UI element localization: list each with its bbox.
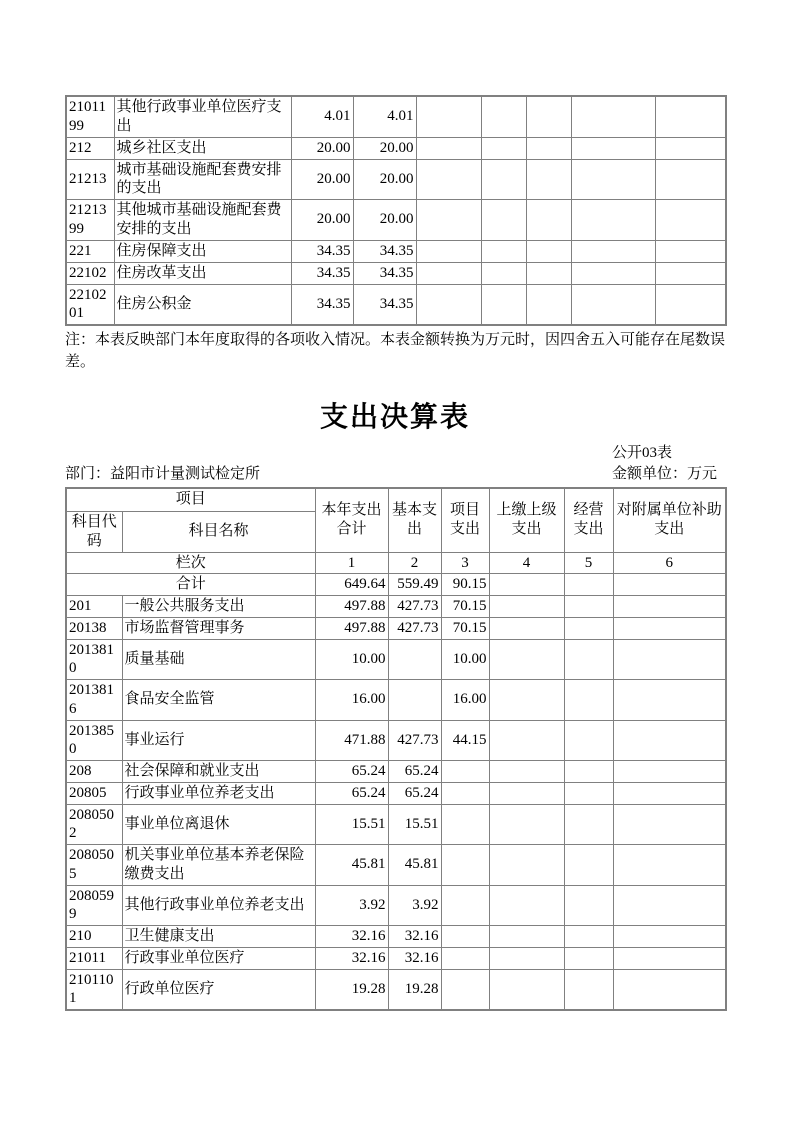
value-cell	[388, 680, 441, 721]
value-cell: 427.73	[388, 720, 441, 761]
col-header-basic: 基本支出	[388, 488, 441, 553]
subject-code-cell: 2080599	[66, 885, 122, 926]
total-value-cell	[613, 574, 726, 596]
value-cell: 44.15	[441, 720, 489, 761]
subject-name-cell: 住房保障支出	[114, 240, 291, 262]
subject-name-cell: 行政事业单位医疗	[122, 947, 315, 969]
value-cell: 20.00	[291, 137, 353, 159]
value-cell	[526, 284, 571, 325]
value-cell	[526, 159, 571, 200]
subject-name-cell: 城市基础设施配套费安排的支出	[114, 159, 291, 200]
value-cell	[613, 804, 726, 845]
value-cell	[571, 262, 655, 284]
col-header-subsidy: 对附属单位补助支出	[613, 488, 726, 553]
value-cell	[441, 885, 489, 926]
colnum-cell: 5	[564, 552, 613, 574]
colnum-cell: 4	[489, 552, 564, 574]
value-cell	[388, 639, 441, 680]
expense-table-row	[66, 885, 726, 926]
value-cell: 70.15	[441, 617, 489, 639]
value-cell: 45.81	[388, 845, 441, 886]
value-cell: 4.01	[291, 96, 353, 137]
value-cell: 19.28	[315, 969, 388, 1010]
value-cell	[564, 617, 613, 639]
subject-code-cell: 201	[66, 596, 122, 618]
subject-name-cell: 一般公共服务支出	[122, 596, 315, 618]
value-cell: 65.24	[315, 761, 388, 783]
value-cell: 427.73	[388, 617, 441, 639]
value-cell	[416, 159, 481, 200]
value-cell	[489, 804, 564, 845]
value-cell	[564, 596, 613, 618]
subject-code-cell: 2013810	[66, 639, 122, 680]
value-cell	[526, 240, 571, 262]
value-cell	[489, 680, 564, 721]
value-cell	[655, 96, 726, 137]
expense-table-row	[66, 720, 726, 761]
unit-label: 金额单位：万元	[612, 465, 718, 482]
col-header-upper: 上缴上级支出	[489, 488, 564, 553]
value-cell	[416, 137, 481, 159]
subject-name-cell: 社会保障和就业支出	[122, 761, 315, 783]
value-cell	[441, 804, 489, 845]
value-cell	[441, 845, 489, 886]
value-cell	[489, 845, 564, 886]
income-table-note: 注：本表反映部门本年度取得的各项收入情况。本表金额转换为万元时，因四舍五入可能存在尾数误差。	[65, 332, 726, 370]
value-cell	[655, 137, 726, 159]
income-table-row	[66, 240, 726, 262]
subject-code-cell: 208	[66, 761, 122, 783]
header-row-project	[66, 488, 726, 512]
total-row	[66, 574, 726, 596]
value-cell: 20.00	[353, 159, 416, 200]
value-cell	[481, 159, 526, 200]
value-cell	[564, 926, 613, 948]
subject-name-cell: 住房公积金	[114, 284, 291, 325]
col-header-total: 本年支出合计	[315, 488, 388, 553]
value-cell	[489, 761, 564, 783]
subject-code-cell: 221	[66, 240, 114, 262]
subject-code-cell: 212	[66, 137, 114, 159]
department-label: 部门：益阳市计量测试检定所	[65, 465, 261, 482]
expense-table-row	[66, 761, 726, 783]
value-cell	[564, 969, 613, 1010]
total-value-cell	[489, 574, 564, 596]
subject-name-cell: 卫生健康支出	[122, 926, 315, 948]
expense-table	[65, 487, 727, 1012]
value-cell	[655, 240, 726, 262]
subject-code-cell: 2101101	[66, 969, 122, 1010]
expense-table-row	[66, 804, 726, 845]
income-table-row	[66, 159, 726, 200]
value-cell	[655, 284, 726, 325]
subject-name-cell: 行政单位医疗	[122, 969, 315, 1010]
expense-table-header	[66, 488, 726, 574]
value-cell: 70.15	[441, 596, 489, 618]
value-cell	[416, 262, 481, 284]
value-cell	[571, 200, 655, 241]
value-cell	[416, 284, 481, 325]
value-cell	[571, 240, 655, 262]
value-cell	[481, 137, 526, 159]
value-cell: 65.24	[388, 761, 441, 783]
subject-code-cell: 22102	[66, 262, 114, 284]
subject-code-header: 科目代码	[66, 512, 122, 553]
income-table-row	[66, 284, 726, 325]
value-cell	[526, 137, 571, 159]
value-cell	[526, 262, 571, 284]
value-cell: 32.16	[388, 947, 441, 969]
page-title: 支出决算表	[319, 400, 470, 432]
value-cell	[564, 761, 613, 783]
subject-name-cell: 住房改革支出	[114, 262, 291, 284]
value-cell	[613, 947, 726, 969]
col-header-project: 项目支出	[441, 488, 489, 553]
value-cell: 3.92	[315, 885, 388, 926]
value-cell: 471.88	[315, 720, 388, 761]
subject-name-cell: 其他城市基础设施配套费安排的支出	[114, 200, 291, 241]
value-cell: 20.00	[291, 200, 353, 241]
value-cell	[571, 96, 655, 137]
subject-code-cell: 2080502	[66, 804, 122, 845]
subject-name-cell: 事业单位离退休	[122, 804, 315, 845]
value-cell: 16.00	[315, 680, 388, 721]
income-table-row	[66, 96, 726, 137]
value-cell	[564, 804, 613, 845]
subject-name-cell: 行政事业单位养老支出	[122, 782, 315, 804]
value-cell	[613, 845, 726, 886]
total-value-cell: 649.64	[315, 574, 388, 596]
colnum-cell: 6	[613, 552, 726, 574]
subject-name-header: 科目名称	[122, 512, 315, 553]
expense-table-row	[66, 639, 726, 680]
value-cell	[613, 761, 726, 783]
subject-code-cell: 2080505	[66, 845, 122, 886]
value-cell	[613, 782, 726, 804]
value-cell	[564, 947, 613, 969]
meta-row-department	[65, 465, 725, 484]
expense-table-row	[66, 845, 726, 886]
value-cell: 45.81	[315, 845, 388, 886]
subject-name-cell: 质量基础	[122, 639, 315, 680]
value-cell	[564, 845, 613, 886]
value-cell	[489, 947, 564, 969]
value-cell	[571, 137, 655, 159]
value-cell	[564, 782, 613, 804]
subject-code-cell: 20138	[66, 617, 122, 639]
value-cell	[416, 200, 481, 241]
value-cell: 34.35	[353, 284, 416, 325]
value-cell	[489, 782, 564, 804]
colnum-label-cell: 栏次	[66, 552, 315, 574]
value-cell: 34.35	[291, 284, 353, 325]
income-table-row	[66, 200, 726, 241]
value-cell	[613, 617, 726, 639]
income-table-body	[66, 96, 726, 325]
subject-code-cell: 2121399	[66, 200, 114, 241]
value-cell: 20.00	[291, 159, 353, 200]
total-value-cell: 90.15	[441, 574, 489, 596]
subject-code-cell: 210	[66, 926, 122, 948]
table-code-label: 公开03表	[612, 444, 673, 461]
value-cell: 65.24	[315, 782, 388, 804]
value-cell: 10.00	[315, 639, 388, 680]
value-cell: 3.92	[388, 885, 441, 926]
value-cell	[489, 596, 564, 618]
value-cell: 19.28	[388, 969, 441, 1010]
expense-table-row	[66, 617, 726, 639]
value-cell	[613, 926, 726, 948]
value-cell	[655, 262, 726, 284]
value-cell	[526, 200, 571, 241]
value-cell	[481, 200, 526, 241]
subject-code-cell: 20805	[66, 782, 122, 804]
value-cell	[564, 639, 613, 680]
value-cell	[655, 159, 726, 200]
subject-name-cell: 其他行政事业单位养老支出	[122, 885, 315, 926]
value-cell	[655, 200, 726, 241]
colnum-cell: 1	[315, 552, 388, 574]
value-cell: 32.16	[388, 926, 441, 948]
total-label-cell: 合计	[66, 574, 315, 596]
value-cell	[489, 926, 564, 948]
value-cell	[416, 240, 481, 262]
value-cell: 34.35	[291, 240, 353, 262]
value-cell: 20.00	[353, 200, 416, 241]
expense-table-row	[66, 782, 726, 804]
value-cell: 16.00	[441, 680, 489, 721]
value-cell	[613, 969, 726, 1010]
expense-table-row	[66, 969, 726, 1010]
total-value-cell	[564, 574, 613, 596]
value-cell	[571, 159, 655, 200]
subject-name-cell: 其他行政事业单位医疗支出	[114, 96, 291, 137]
expense-table-body	[66, 596, 726, 1011]
value-cell: 497.88	[315, 596, 388, 618]
value-cell	[481, 262, 526, 284]
value-cell	[613, 596, 726, 618]
subject-code-cell: 21011	[66, 947, 122, 969]
value-cell	[489, 639, 564, 680]
value-cell	[571, 284, 655, 325]
expense-table-row	[66, 596, 726, 618]
expense-table-row	[66, 947, 726, 969]
value-cell	[564, 720, 613, 761]
value-cell	[441, 969, 489, 1010]
value-cell: 34.35	[291, 262, 353, 284]
value-cell	[441, 947, 489, 969]
value-cell: 427.73	[388, 596, 441, 618]
value-cell: 15.51	[315, 804, 388, 845]
value-cell: 32.16	[315, 947, 388, 969]
project-header-cell: 项目	[66, 488, 315, 512]
colnum-cell: 3	[441, 552, 489, 574]
value-cell	[613, 680, 726, 721]
value-cell: 4.01	[353, 96, 416, 137]
value-cell	[489, 885, 564, 926]
subject-name-cell: 食品安全监管	[122, 680, 315, 721]
value-cell	[613, 720, 726, 761]
value-cell	[416, 96, 481, 137]
value-cell: 32.16	[315, 926, 388, 948]
value-cell: 65.24	[388, 782, 441, 804]
value-cell	[489, 720, 564, 761]
value-cell: 34.35	[353, 240, 416, 262]
income-table-row	[66, 262, 726, 284]
value-cell	[613, 639, 726, 680]
colnum-cell: 2	[388, 552, 441, 574]
value-cell	[441, 761, 489, 783]
subject-code-cell: 2013816	[66, 680, 122, 721]
value-cell	[481, 96, 526, 137]
value-cell: 34.35	[353, 262, 416, 284]
value-cell	[441, 782, 489, 804]
value-cell	[489, 969, 564, 1010]
value-cell	[481, 240, 526, 262]
value-cell: 497.88	[315, 617, 388, 639]
value-cell	[564, 680, 613, 721]
subject-name-cell: 市场监督管理事务	[122, 617, 315, 639]
column-number-row	[66, 552, 726, 574]
income-table-row	[66, 137, 726, 159]
value-cell	[613, 885, 726, 926]
value-cell	[526, 96, 571, 137]
col-header-operating: 经营支出	[564, 488, 613, 553]
expense-table-total	[66, 574, 726, 596]
subject-name-cell: 事业运行	[122, 720, 315, 761]
subject-code-cell: 2210201	[66, 284, 114, 325]
subject-code-cell: 2101199	[66, 96, 114, 137]
total-value-cell: 559.49	[388, 574, 441, 596]
income-table-continuation	[65, 95, 727, 326]
value-cell: 10.00	[441, 639, 489, 680]
value-cell	[489, 617, 564, 639]
value-cell	[481, 284, 526, 325]
subject-code-cell: 21213	[66, 159, 114, 200]
subject-code-cell: 2013850	[66, 720, 122, 761]
value-cell	[564, 885, 613, 926]
value-cell	[441, 926, 489, 948]
subject-name-cell: 机关事业单位基本养老保险缴费支出	[122, 845, 315, 886]
value-cell: 15.51	[388, 804, 441, 845]
expense-table-row	[66, 680, 726, 721]
meta-row-table-code	[65, 444, 725, 463]
subject-name-cell: 城乡社区支出	[114, 137, 291, 159]
value-cell: 20.00	[353, 137, 416, 159]
expense-table-row	[66, 926, 726, 948]
